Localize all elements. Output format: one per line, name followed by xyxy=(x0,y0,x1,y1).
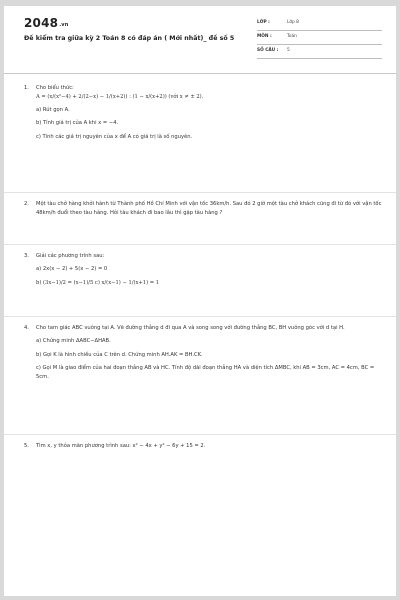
question-number: 5. xyxy=(24,443,29,449)
question-formula: A = (x/(x²−4) + 2/(2−x) − 1/(x+2)) : (1 − x/(x+2)) (với x ≠ ± 2). xyxy=(36,93,204,100)
meta-value: 5 xyxy=(287,48,290,53)
meta-value: Lớp 8 xyxy=(287,20,299,25)
meta-info xyxy=(257,19,382,61)
meta-label: MÔN : xyxy=(257,34,272,39)
question-number: 1. xyxy=(24,85,29,91)
question-number: 2. xyxy=(24,201,29,207)
question-divider xyxy=(4,434,396,435)
site-logo[interactable] xyxy=(24,16,69,30)
question-line: Cho biểu thức: xyxy=(36,85,74,91)
question-part-b: b) Tính giá trị của A khi x = −4. xyxy=(36,120,119,127)
question-part-a: a) Chứng minh ΔABC∽ΔHAB. xyxy=(36,338,111,345)
logo-text: 2048 xyxy=(24,16,59,30)
question-divider xyxy=(4,244,396,245)
question-part-b: b) Gọi K là hình chiếu của C trên d. Chứng minh AH.AK = BH.CK. xyxy=(36,351,203,358)
document-title: Đề kiểm tra giữa kỳ 2 Toán 8 có đáp án ( Mới nhất)_ đề số 5 xyxy=(24,35,235,42)
question-text: Một tàu chở hàng khởi hành từ Thành phố Hồ Chí Minh với vận tốc 36km/h. Sau đó 2 giờ một tàu chở khách cũng đi từ đó với vận tốc 48km/h đuổi theo tàu hàng. Hỏi tàu khách đi bao lâu thì gặp tàu hàng ? xyxy=(36,201,382,216)
question-text: Tìm x, y thỏa mãn phương trình sau: x² − 4x + y² − 6y + 15 = 2. xyxy=(36,443,206,449)
question-body xyxy=(36,84,382,141)
question-body xyxy=(36,324,382,381)
logo-suffix: .vn xyxy=(59,22,69,28)
meta-row-class xyxy=(257,19,382,31)
question-divider xyxy=(4,316,396,317)
question-number: 4. xyxy=(24,325,29,331)
question-part-b: b) (3x−1)/2 = (x−1)/5 c) x/(x−1) − 1/(x+1) = 1 xyxy=(36,279,160,286)
meta-value: Toán xyxy=(287,34,297,39)
header-divider xyxy=(4,73,396,74)
meta-label: LỚP : xyxy=(257,20,270,25)
question-number: 3. xyxy=(24,253,29,259)
question-body xyxy=(36,252,382,287)
question-part-a: a) 2x(x − 2) + 5(x − 2) = 0 xyxy=(36,266,108,273)
question-text: Cho tam giác ABC vuông tại A. Vẽ đường thẳng d đi qua A và song song với đường thẳng BC, BH vuông góc với d tại H. xyxy=(36,325,345,331)
meta-row-subject xyxy=(257,33,382,45)
question-part-a: a) Rút gọn A. xyxy=(36,107,70,114)
document-header xyxy=(4,6,396,70)
question-line: Giải các phương trình sau: xyxy=(36,253,105,259)
meta-row-count xyxy=(257,47,382,59)
question-part-c: c) Gọi M là giao điểm của hai đoạn thẳng AB và HC. Tính độ dài đoạn thẳng HA và diện tích ΔMBC, khi AB = 3cm, AC = 4cm, BC = 5cm. xyxy=(36,364,375,380)
question-divider xyxy=(4,192,396,193)
question-part-c: c) Tính các giá trị nguyên của x để A có giá trị là số nguyên. xyxy=(36,133,193,140)
meta-label: SỐ CÂU : xyxy=(257,48,279,53)
document-page xyxy=(4,6,396,596)
